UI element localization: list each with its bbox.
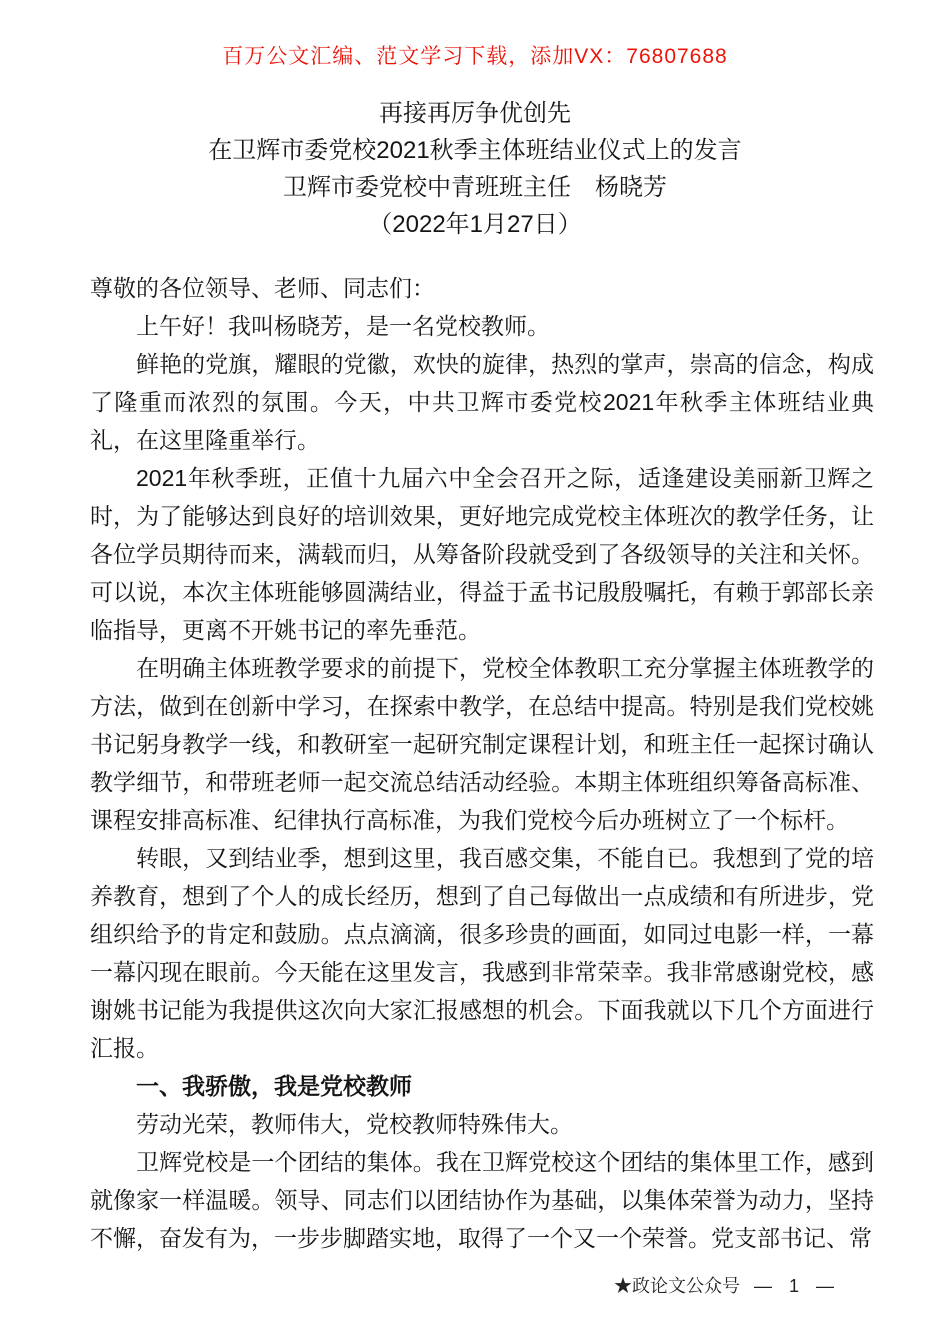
section-heading: 一、我骄傲，我是党校教师 xyxy=(136,1073,412,1099)
salutation: 尊敬的各位领导、老师、同志们： xyxy=(90,275,435,301)
paragraph: 鲜艳的党旗，耀眼的党徽，欢快的旋律，热烈的掌声，崇高的信念，构成了隆重而浓烈的氛围。今天，中共卫辉市委党校2021年秋季主体班结业典礼，在这里隆重举行。 xyxy=(90,351,874,453)
footer-source: ★政论文公众号 xyxy=(613,1276,740,1296)
notice-banner: 百万公文汇编、范文学习下载，添加VX：76807688 xyxy=(222,45,728,68)
title-block xyxy=(0,95,950,243)
paragraph: 2021年秋季班，正值十九届六中全会召开之际，适逢建设美丽新卫辉之时，为了能够达到良好的培训效果，更好地完成党校主体班次的教学任务，让各位学员期待而来，满载而归，从筹备阶段就受到了各级领导的关注和关怀。可以说，本次主体班能够圆满结业，得益于孟书记殷殷嘱托，有赖于郭部长亲临指导，更离不开姚书记的率先垂范。 xyxy=(90,465,874,643)
document-body xyxy=(90,269,874,1257)
paragraph: 转眼，又到结业季，想到这里，我百感交集，不能自已。我想到了党的培养教育，想到了个人的成长经历，想到了自己每做出一点成绩和有所进步，党组织给予的肯定和鼓励。点点滴滴，很多珍贵的画面，如同过电影一样，一幕一幕闪现在眼前。今天能在这里发言，我感到非常荣幸。我非常感谢党校，感谢姚书记能为我提供这次向大家汇报感想的机会。下面我就以下几个方面进行汇报。 xyxy=(90,845,874,1061)
page-footer xyxy=(614,1274,840,1298)
paragraph: 劳动光荣，教师伟大，党校教师特殊伟大。 xyxy=(136,1111,573,1137)
page-number: — 1 — xyxy=(753,1276,840,1296)
paragraph: 上午好！我叫杨晓芳，是一名党校教师。 xyxy=(136,313,550,339)
doc-subtitle: 在卫辉市委党校2021秋季主体班结业仪式上的发言 xyxy=(208,137,742,164)
paragraph: 卫辉党校是一个团结的集体。我在卫辉党校这个团结的集体里工作，感到就像家一样温暖。领导、同志们以团结协作为基础，以集体荣誉为动力，坚持不懈，奋发有为，一步步脚踏实地，取得了一个又一个荣誉。党支部书记、常 xyxy=(90,1149,874,1251)
paragraph: 在明确主体班教学要求的前提下，党校全体教职工充分掌握主体班教学的方法，做到在创新中学习，在探索中教学，在总结中提高。特别是我们党校姚书记躬身教学一线，和教研室一起研究制定课程计划，和班主任一起探讨确认教学细节，和带班老师一起交流总结活动经验。本期主体班组织筹备高标准、课程安排高标准、纪律执行高标准，为我们党校今后办班树立了一个标杆。 xyxy=(90,655,874,833)
doc-author: 卫辉市委党校中青班班主任 杨晓芳 xyxy=(283,174,667,201)
doc-date: （2022年1月27日） xyxy=(368,211,582,238)
doc-title: 再接再厉争优创先 xyxy=(379,100,571,127)
